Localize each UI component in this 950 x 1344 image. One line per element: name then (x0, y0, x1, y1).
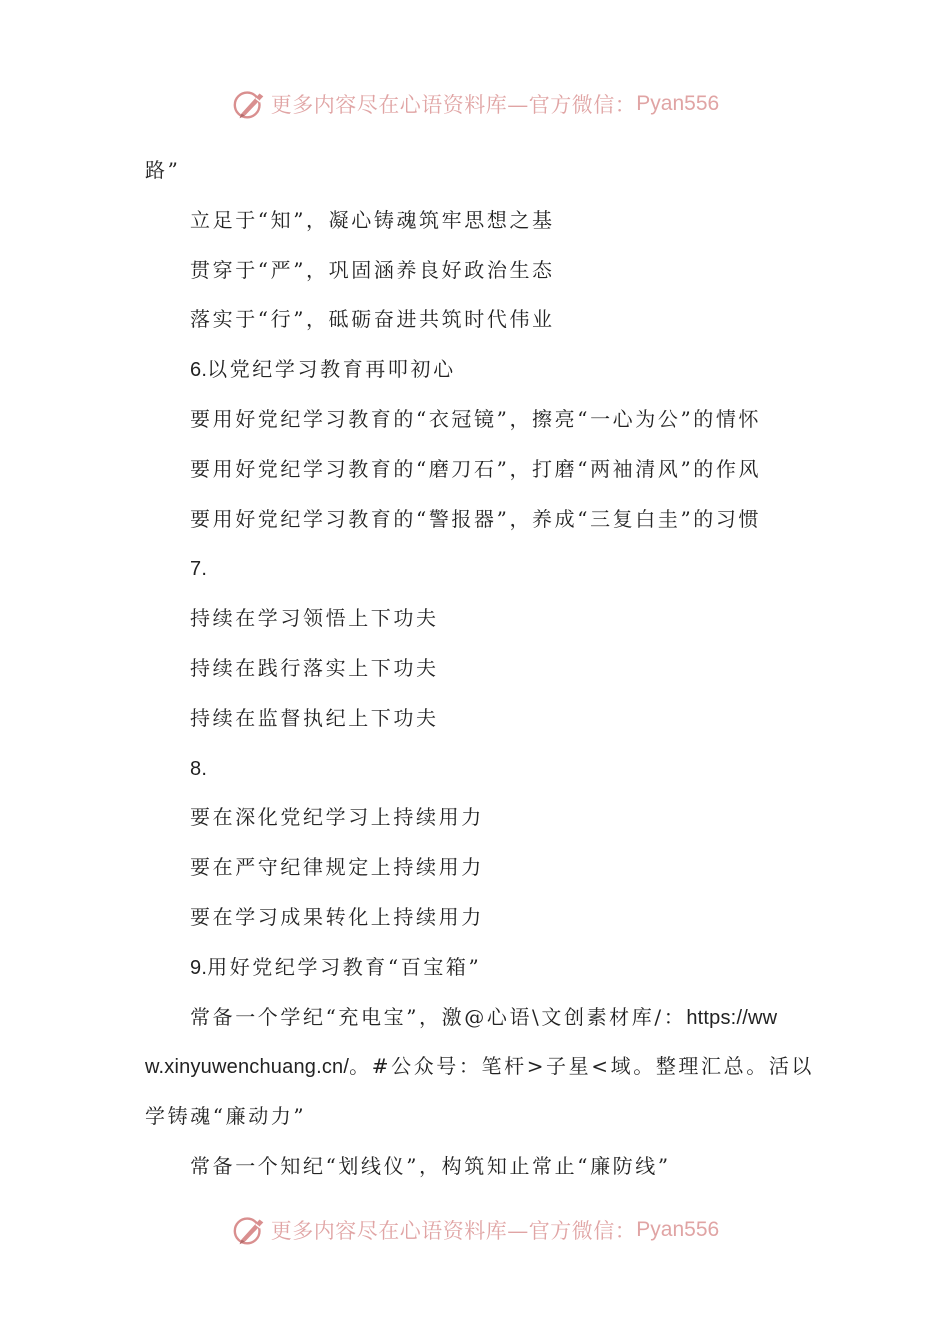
section-heading-7: 7. (190, 558, 208, 581)
text-line: 常备一个学纪“充电宝”，激@心语\文创素材库/：https://ww (190, 1004, 778, 1029)
text-line: 立足于“知”，凝心铸魂筑牢思想之基 (190, 207, 555, 232)
header-banner (0, 82, 950, 126)
section-heading-6: 6.以党纪学习教育再叩初心 (190, 357, 456, 382)
url-fragment: w.xinyuwenchuang.cn/ (145, 1056, 350, 1079)
text-line: 贯穿于“严”，巩固涵养良好政治生态 (190, 257, 555, 282)
text-line: 学铸魂“廉动力” (145, 1104, 307, 1129)
banner-wechat-id: Pyan556 (636, 92, 720, 115)
text-line: 落实于“行”，砥砺奋进共筑时代伟业 (190, 307, 555, 332)
text-line: 要在学习成果转化上持续用力 (190, 904, 484, 929)
pen-logo-icon (231, 85, 269, 123)
text-line: 要用好党纪学习教育的“磨刀石”，打磨“两袖清风”的作风 (190, 456, 762, 481)
text-line: 常备一个知纪“划线仪”，构筑知止常止“廉防线” (190, 1153, 671, 1178)
text-line: 要用好党纪学习教育的“警报器”，养成“三复白圭”的习惯 (190, 506, 762, 531)
text-line: 持续在学习领悟上下功夫 (190, 606, 439, 631)
text-line: 要在严守纪律规定上持续用力 (190, 855, 484, 880)
section-heading-8: 8. (190, 757, 208, 780)
footer-banner (0, 1208, 950, 1252)
text-line: 持续在践行落实上下功夫 (190, 655, 439, 680)
banner-text: 更多内容尽在心语资料库—官方微信： (270, 93, 637, 117)
text-line: 要在深化党纪学习上持续用力 (190, 805, 484, 830)
text-line: 持续在监督执纪上下功夫 (190, 705, 439, 730)
text-line: 要用好党纪学习教育的“衣冠镜”，擦亮“一心为公”的情怀 (190, 406, 762, 431)
text-line: w.xinyuwenchuang.cn/。#公众号：笔杆>子星<域。整理汇总。活以 (145, 1054, 815, 1079)
banner-text: 更多内容尽在心语资料库—官方微信： (270, 1219, 637, 1243)
pen-logo-icon (231, 1211, 269, 1249)
url-fragment: https://ww (686, 1006, 778, 1029)
banner-wechat-id: Pyan556 (636, 1218, 720, 1241)
section-heading-9: 9.用好党纪学习教育“百宝箱” (190, 954, 482, 979)
text-line: 路” (145, 158, 181, 182)
document-body (145, 146, 815, 1192)
